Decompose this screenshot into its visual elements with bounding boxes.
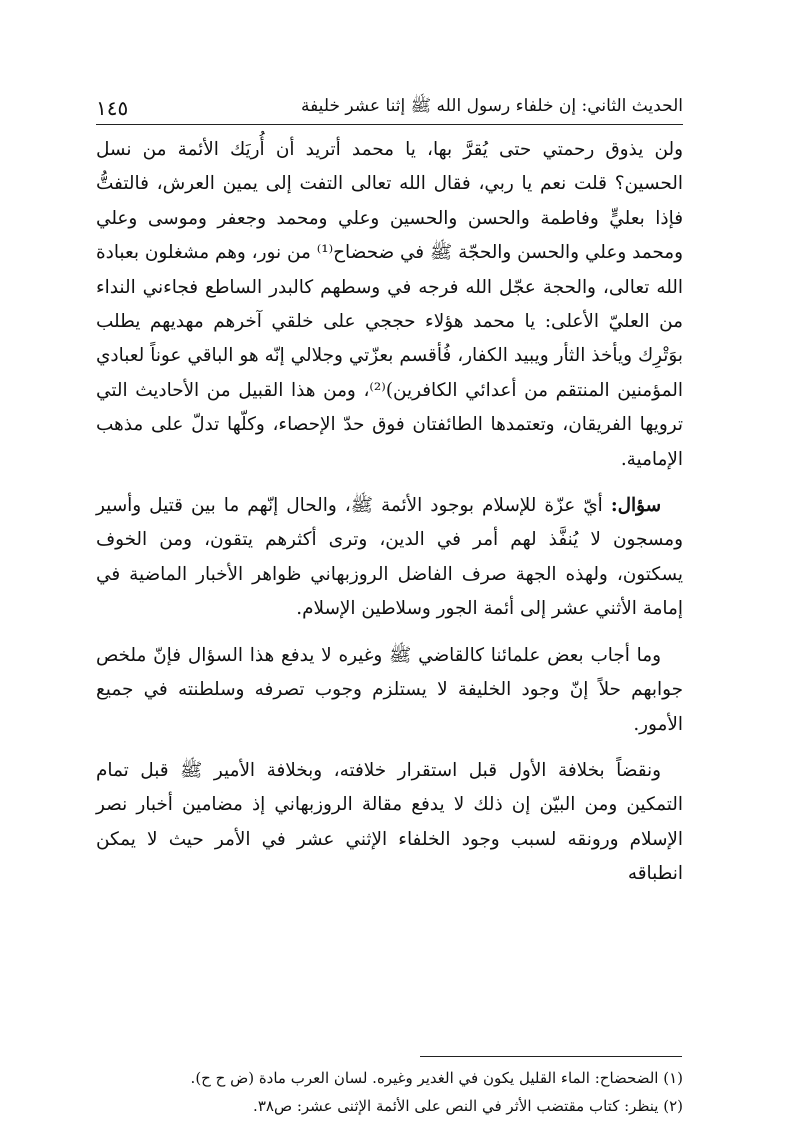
footnote-rule — [420, 1056, 682, 1057]
question-label: سؤال: — [610, 495, 661, 517]
footnote-1: (١) الضحضاح: الماء القليل يكون في الغدير وغيره. لسان العرب مادة (ض ح ح). — [190, 1069, 683, 1087]
question-text: أيّ عزّة للإسلام بوجود الأئمة ﷺ، والحال إنّهم ما بين قتيل وأسير ومسجون لا يُنفَّذ لهم أمر في الدين، وترى أكثرهم يتقون، ومن الخوف يسكتون، ولهذه الجهة صرف الفاضل الروزبهاني ظواهر الأخبار الماضية في إمامة الأثني عشر إلى أئمة الجور وسلاطين الإسلام. — [96, 495, 683, 620]
main-text — [96, 133, 683, 892]
page-number: ١٤٥ — [96, 96, 129, 120]
running-header — [96, 84, 683, 120]
paragraph-hadith-continuation: ولن يذوق رحمتي حتى يُقرَّ بها، يا محمد أتريد أن أُريَك الأئمة من نسل الحسين؟ قلت نعم يا ربي، فقال الله تعالى التفت إلى يمين العرش، فالتفتُّ فإذا بعليٍّ وفاطمة والحسن والحسين وعلي ومحمد وجعفر وموسى وعلي ومحمد وعلي والحسن والحجّة ﷺ في ضحضاح⁽¹⁾ من نور، وهم مشغلون بعبادة الله تعالى، والحجة عجّل الله فرجه في وسطهم كالبدر الساطع فجاءني النداء من العليّ الأعلى: يا محمد هؤلاء حججي على خلقي آخرهم مهديهم يطلب بوَتْرِك ويأخذ الثأر ويبيد الكفار، فُأقسم بعزّتي وجلالي إنّه هو الباقي عوناً لعبادي المؤمنين المنتقم من أعدائي الكافرين)⁽²⁾، ومن هذا القبيل من الأحاديث التي ترويها الفريقان، وتعتمدها الطائفتان فوق حدّ الإحصاء، وكلّها تدلّ على مذهب الإمامية. — [96, 139, 684, 470]
footnote-2: (٢) ينظر: كتاب مقتضب الأثر في النص على الأئمة الإثنى عشر: ص٣٨. — [253, 1097, 683, 1115]
paragraph-answer: وما أجاب بعض علمائنا كالقاضي ﷺ وغيره لا يدفع هذا السؤال فإنّ ملخص جوابهم حلاً إنّ وجود الخليفة لا يستلزم وجوب تصرفه وسلطنته في جميع الأمور. — [96, 644, 683, 735]
paragraph-question — [96, 489, 683, 627]
running-title: الحديث الثاني: إن خلفاء رسول الله ﷺ إثنا عشر خليفة — [300, 96, 683, 116]
footnotes — [96, 1064, 683, 1120]
paragraph-refutation: ونقضاً بخلافة الأول قبل استقرار خلافته، وبخلافة الأمير ﷺ قبل تمام التمكين ومن البيّن إن ذلك لا يدفع مقالة الروزبهاني إذ مضامين أخبار نصر الإسلام ورونقه لسبب وجود الخلفاء الإثني عشر في الأمر حيث لا يمكن انطباقه — [96, 759, 683, 885]
header-rule — [96, 124, 683, 125]
